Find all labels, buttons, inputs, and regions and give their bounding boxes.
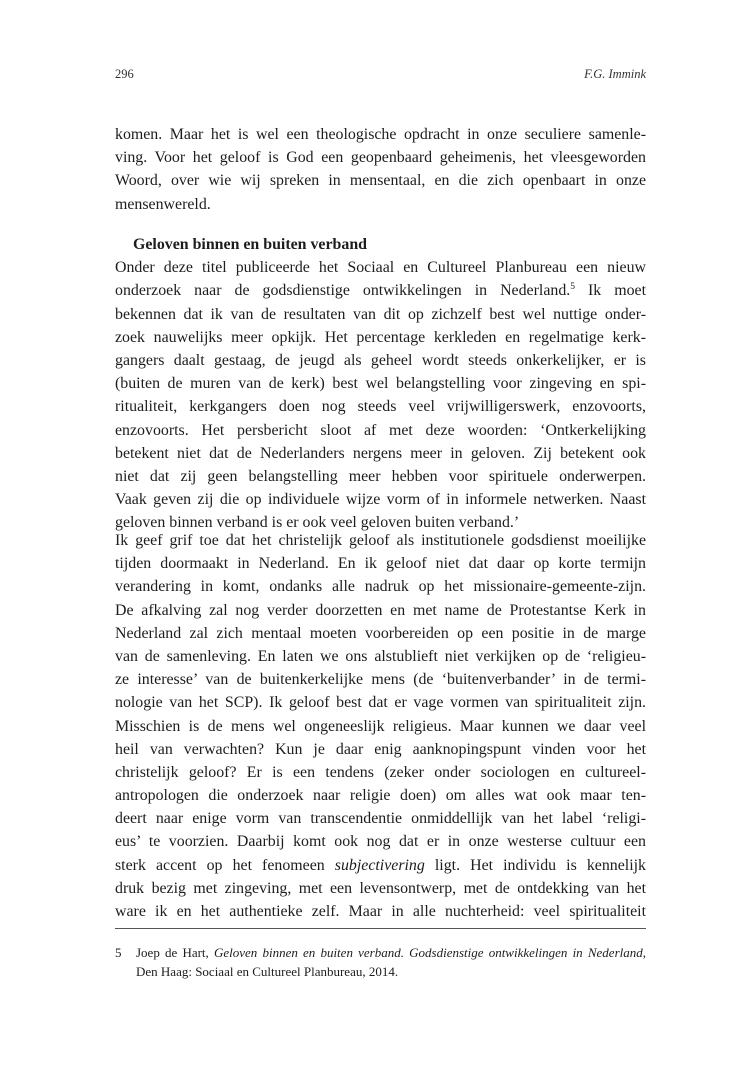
text-line: antropologen die onderzoek naar religie doen) om alles wat ook maar ten- [115,787,646,805]
text-line: van de samenleving. En laten we ons alstublieft niet verkijken op de ‘religieu- [115,647,646,665]
paragraph-1 [115,123,646,216]
running-head-author: F.G. Immink [584,67,646,81]
text-line: verandering in komt, ondanks alle nadruk op het missionaire-gemeente-zijn. [115,578,646,596]
text-fragment: Ik moet [574,282,646,300]
paragraph-3 [115,529,646,923]
text-line: heil van verwachten? Kun je daar enig aanknopingspunt vinden voor het [115,740,646,758]
footnote-punctuation: , [642,945,646,960]
text-line: christelijk geloof? Er is een tendens (zeker onder sociologen en cultureel- [115,763,646,781]
text-line: ze interesse’ van de buitenkerkelijke mens (de ‘buitenverbander’ in de termi- [115,671,646,689]
text-line-with-footnote [115,279,646,302]
text-line: bekennen dat ik van de resultaten van dit op zichzelf best wel nuttige onder- [115,305,646,323]
text-line: ving. Voor het geloof is God een geopenbaard geheimenis, het vleesgeworden [115,149,646,167]
text-line: betekent niet dat de Nederlanders nergens meer in geloven. Zij betekent ook [115,444,646,462]
text-line: Woord, over wie wij spreken in mensentaal, en die zich openbaart in onze [115,172,646,190]
footnote-reference[interactable]: 5 [570,282,575,293]
section [115,233,646,534]
text-line: komen. Maar het is wel een theologische opdracht in onze seculiere samenle- [115,126,646,143]
text-fragment: sterk accent op het fenomeen [115,856,335,874]
section-heading: Geloven binnen en buiten verband [133,236,367,253]
text-line: deert naar enige vorm van transcendentie onmiddellijk van het label ‘religi- [115,810,646,828]
emphasized-term: subjectivering [334,856,425,874]
text-line: Vaak geven zij die op individuele wijze vorm of in informele netwerken. Naast [115,491,646,509]
text-line: eus’ te voorzien. Daarbij komt ook nog dat er in onze westerse cultuur een [115,833,646,851]
text-line: zoek nauwelijks meer opkijk. Het percentage kerkleden en regelmatige kerk- [115,328,646,346]
footnote-number: 5 [115,945,122,960]
text-fragment: onderzoek naar de godsdienstige ontwikkelingen in Nederland. [115,282,571,300]
text-line: enzovoorts. Het persbericht sloot af met deze woorden: ‘Ontkerkelijking [115,421,646,439]
footnote-author: Joep de Hart, [136,945,214,960]
text-line: ritualiteit, kerkgangers doen nog steeds veel vrijwilligerswerk, enzovoorts, [115,398,646,416]
text-line-with-emphasis [115,854,646,877]
text-line: (buiten de muren van de kerk) best wel belangstelling voor zingeving en spi- [115,375,646,393]
text-line: ware ik en het authentieke zelf. Maar in alle nuchterheid: veel spiritualiteit [115,903,646,920]
text-line: nologie van het SCP). Ik geloof best dat er vage vormen van spiritualiteit zijn. [115,694,646,712]
footnote-divider [115,928,646,929]
text-line: Misschien is de mens wel ongeneeslijk religieus. Maar kunnen we daar veel [115,717,646,735]
footnote-line [136,943,646,962]
text-fragment: ligt. Het individu is kennelijk [424,856,646,874]
text-line: Onder deze titel publiceerde het Sociaal en Cultureel Planbureau een nieuw [115,259,646,277]
text-line: geloven binnen verband is er ook veel geloven buiten verband.’ [115,514,520,532]
footnote-title: Geloven binnen en buiten verband. Godsdienstige ontwikkelingen in Nederland [213,945,643,960]
footnote-text [136,943,646,981]
text-line: gangers daalt gestaag, de jeugd als geheel wordt steeds onkerkelijker, er is [115,351,646,369]
text-line: druk bezig met zingeving, met een levensontwerp, met de ontdekking van het [115,879,646,897]
text-line: niet dat zij geen belangstelling meer hebben voor spirituele onderwerpen. [115,467,646,485]
footnote-line: Den Haag: Sociaal en Cultureel Planbureau, 2014. [136,964,399,979]
text-line: Ik geef grif toe dat het christelijk geloof als institutionele godsdienst moeilijke [115,532,646,549]
page-number: 296 [115,67,134,81]
text-line: Nederland zal zich mentaal moeten voorbereiden op een positie in de marge [115,624,646,642]
text-line: tijden doormaakt in Nederland. En ik geloof niet dat daar op korte termijn [115,555,646,573]
text-line: De afkalving zal nog verder doorzetten en met name de Protestantse Kerk in [115,601,646,619]
text-line: mensenwereld. [115,195,211,213]
